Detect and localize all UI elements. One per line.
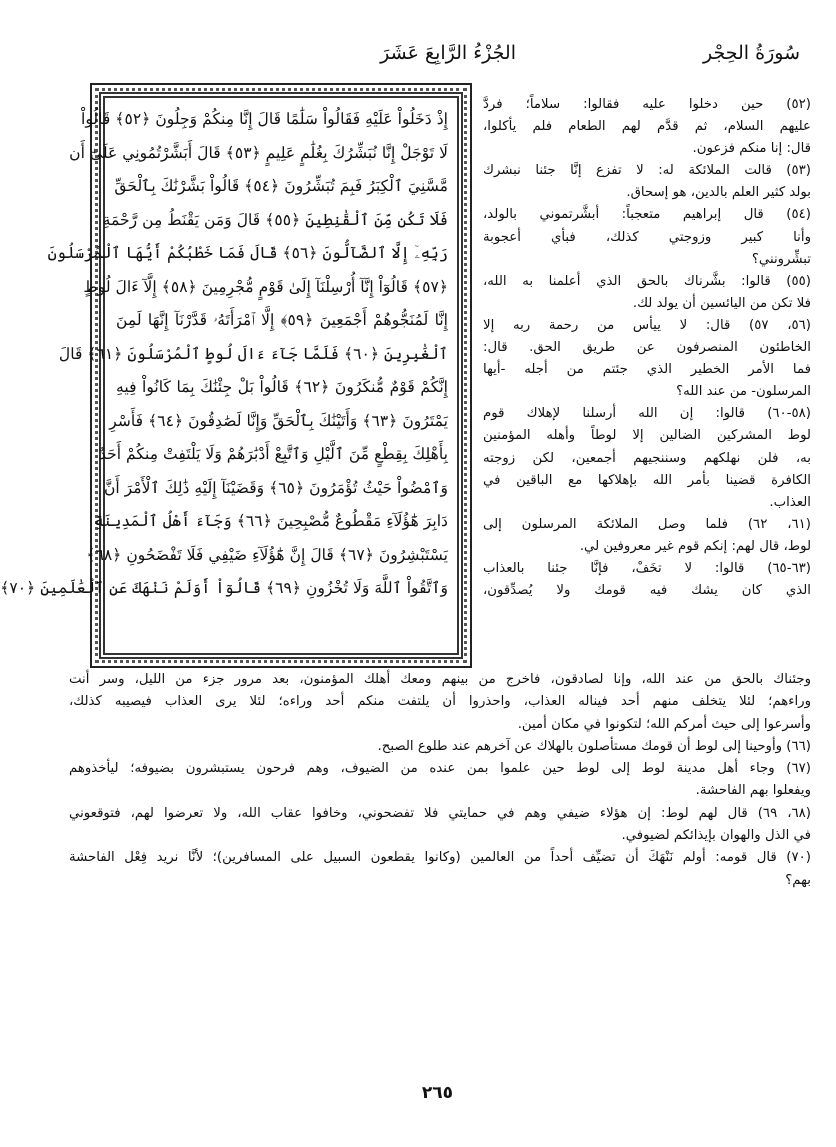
quran-line: إِنَّكُمْ قَوْمٌ مُّنكَرُونَ ﴿٦٢﴾ قَالُواْ بَلْ جِئْنَٰكَ بِمَا كَانُواْ فِيهِ — [116, 378, 448, 396]
tafsir-line: المرسلون- من عند الله؟ — [676, 384, 811, 400]
quran-line: يَمْتَرُونَ ﴿٦٣﴾ وَأَتَيْنَٰكَ بِٱلْحَقِّ وَإِنَّا لَصَٰدِقُونَ ﴿٦٤﴾ فَأَسْرِ — [109, 411, 448, 430]
quran-line: بِأَهْلِكَ بِقِطْعٍ مِّنَ ٱلَّيْلِ وَٱتَّبِعْ أَدْبَٰرَهُمْ وَلَا يَلْتَفِتْ مِنكُمْ أَحَدٌ — [98, 445, 448, 463]
tafsir-line: بولد كثير العلم بالدين، هو إسحاق. — [626, 185, 811, 201]
tafsir-line: الكافرة قضينا بأمر الله بإهلاكها مع الباقين في — [483, 472, 811, 488]
quran-line: وَٱتَّقُواْ ٱللَّهَ وَلَا تُخْزُونِ ﴿٦٩﴾ قَالُوٓاْ أَوَلَمْ نَنْهَكَ عَنِ ٱلْعَٰلَمِينَ ﴿٧٠﴾ — [0, 579, 448, 597]
quran-line: إِنَّا لَمُنَجُّوهُمْ أَجْمَعِينَ ﴿٥٩﴾ إِلَّا ٱمْرَأَتَهُۥ قَدَّرْنَآ إِنَّهَا لَمِنَ — [116, 311, 448, 329]
tafsir-line: الذي كان يشك فيه قومك ولا يُصدِّقون، — [483, 583, 811, 599]
tafsir-line: (٦٧) وجاء أهل مدينة لوط إلى لوط حين علموا بمن عنده من الضيوف، وهم فرحون يستبشرون بضيوفه؛ ليأخذوهم — [69, 761, 811, 777]
tafsir-line: (٥٣) قالت الملائكة له: لا تفزع إنَّا جئنا نبشرك — [483, 163, 811, 179]
tafsir-line: بهم؟ — [785, 872, 811, 888]
tafsir-line: (٥٤) قال إبراهيم متعجباً: أبشَّرتموني بالولد، — [483, 207, 811, 223]
tafsir-full-width — [69, 669, 811, 892]
tafsir-line: (٧٠) قال قومه: أولم نَنْهَكَ أن تضيِّف أحداً من العالمين (وكانوا يقطعون السبيل على المسافرين)؛ لأنَّا نريد فِعْل الفاحشة — [69, 850, 811, 866]
tafsir-line: وراءهم؛ لئلا يتخلف منهم أحد فيناله العذاب، واحذروا أن يلتفت منكم أحد وراءه؛ لئلا يرى العذاب فيصيبه كذلك، — [69, 694, 811, 710]
tafsir-line: فما الأمر الخطير الذي جئتم من أجله -أيها — [483, 362, 811, 378]
tafsir-line: (٥٦، ٥٧) قال: لا ييأس من رحمة ربه إلا — [483, 317, 811, 333]
tafsir-line: قال: إنا منكم فزعون. — [692, 141, 811, 157]
quran-verses — [0, 103, 448, 648]
page-header — [39, 42, 836, 78]
quran-text-frame — [0, 83, 472, 668]
tafsir-line: تبشِّرونني؟ — [751, 251, 811, 267]
tafsir-line: العذاب. — [769, 494, 811, 510]
tafsir-line: به، فلن نهلكهم وسننجيهم أجمعين، لكن زوجته — [483, 450, 811, 466]
tafsir-line: (٥٨-٦٠) قالوا: إن الله أرسلنا لإهلاك قوم — [483, 406, 811, 422]
tafsir-line: لوط المشركين الضالين إلا لوطاً وأهله المؤمنين — [483, 428, 811, 444]
quran-line: لَا تَوْجَلْ إِنَّا نُبَشِّرُكَ بِغُلَٰمٍ عَلِيمٍ ﴿٥٣﴾ قَالَ أَبَشَّرْتُمُونِي عَلَىٰٓ أَن — [69, 143, 448, 162]
tafsir-line: الخاطئون المنصرفون عن طريق الحق. قال: — [483, 340, 811, 356]
quran-line: دَابِرَ هَٰٓؤُلَآءِ مَقْطُوعٌ مُّصْبِحِينَ ﴿٦٦﴾ وَجَآءَ أَهْلُ ٱلْمَدِينَةِ — [93, 512, 448, 530]
tafsir-line: (٥٢) حين دخلوا عليه فقالوا: سلاماً؛ فردَّ — [483, 97, 811, 112]
quran-line: فَلَا تَكُن مِّنَ ٱلْقَٰنِطِينَ ﴿٥٥﴾ قَالَ وَمَن يَقْنَطُ مِن رَّحْمَةِ — [102, 210, 448, 229]
tafsir-line: (٦١، ٦٢) فلما وصل الملائكة المرسلون إلى — [483, 516, 811, 532]
tafsir-line: عليهم السلام، ثم قدَّم لهم الطعام فلم يأكلوا، — [483, 119, 811, 135]
tafsir-line: وأسرعوا إلى حيث أمركم الله؛ لتكونوا في مكان أمين. — [517, 716, 811, 732]
tafsir-line: (٦٣-٦٥) قالوا: لا تخَفْ، فإنَّا جئنا بالعذاب — [483, 560, 811, 576]
tafsir-line: فلا تكن من اليائسين أن يولد لك. — [632, 295, 811, 311]
tafsir-line: في الذل والهوان بإيذائكم لضيوفي. — [621, 828, 811, 844]
tafsir-line: (٦٨، ٦٩) قال لهم لوط: إن هؤلاء ضيفي وهم في حمايتي فلا تفضحوني، وخافوا عقاب الله، ولا تعرضوا لهم، فتوقعوني — [69, 805, 811, 821]
quran-line: يَسْتَبْشِرُونَ ﴿٦٧﴾ قَالَ إِنَّ هَٰٓؤُلَآءِ ضَيْفِي فَلَا تَفْضَحُونِ ﴿٦٨﴾ — [86, 545, 448, 564]
quran-line: إِذْ دَخَلُواْ عَلَيْهِ فَقَالُواْ سَلَٰمًا قَالَ إِنَّا مِنكُمْ وَجِلُونَ ﴿٥٢﴾ قَالُواْ — [81, 110, 448, 128]
juz-name: الجُزْءُ الرَّابِعَ عَشَرَ — [380, 42, 516, 64]
tafsir-line: (٦٦) وأوحينا إلى لوط أن قومك مستأصلون بالهلاك عن آخرهم عند طلوع الصبح. — [377, 738, 811, 754]
surah-name: سُورَةُ الحِجْر — [703, 42, 800, 64]
tafsir-line: وجئناك بالحق من عند الله، وإنا لصادقون، فاخرج من بينهم ومعك أهلك المؤمنون، بعد مرور جزء من الليل، وسر أنت — [69, 672, 811, 687]
tafsir-line: لوط، قال لهم: إنكم قوم غير معروفين لي. — [579, 538, 811, 554]
tafsir-line: ويفعلوا بهم الفاحشة. — [695, 783, 811, 799]
quran-line: مَّسَّنِيَ ٱلْكِبَرُ فَبِمَ تُبَشِّرُونَ ﴿٥٤﴾ قَالُواْ بَشَّرْنَٰكَ بِٱلْحَقِّ — [114, 177, 448, 195]
page-number: ٢٦٥ — [421, 1083, 454, 1103]
quran-line: وَٱمْضُواْ حَيْثُ تُؤْمَرُونَ ﴿٦٥﴾ وَقَضَيْنَآ إِلَيْهِ ذَٰلِكَ ٱلْأَمْرَ أَنَّ — [103, 478, 448, 497]
tafsir-line: وأنا كبير وزوجتي كذلك، فبأي أعجوبة — [483, 229, 811, 245]
quran-line: ﴿٥٧﴾ قَالُوٓاْ إِنَّآ أُرْسِلْنَآ إِلَىٰ قَوْمٍ مُّجْرِمِينَ ﴿٥٨﴾ إِلَّآ ءَالَ لُوطٍ — [83, 277, 448, 296]
tafsir-side-column — [483, 94, 811, 602]
tafsir-line: (٥٥) قالوا: بشَّرناك بالحق الذي أعلمنا به الله، — [483, 273, 811, 289]
quran-line: رَبِّهِۦٓ إِلَّا ٱلضَّآلُّونَ ﴿٥٦﴾ قَالَ فَمَا خَطْبُكُمْ أَيُّهَا ٱلْمُرْسَلُونَ — [47, 244, 448, 262]
quran-line: ٱلْغَٰبِرِينَ ﴿٦٠﴾ فَلَمَّا جَآءَ ءَالَ لُوطٍ ٱلْمُرْسَلُونَ ﴿٦١﴾ قَالَ — [58, 344, 448, 363]
